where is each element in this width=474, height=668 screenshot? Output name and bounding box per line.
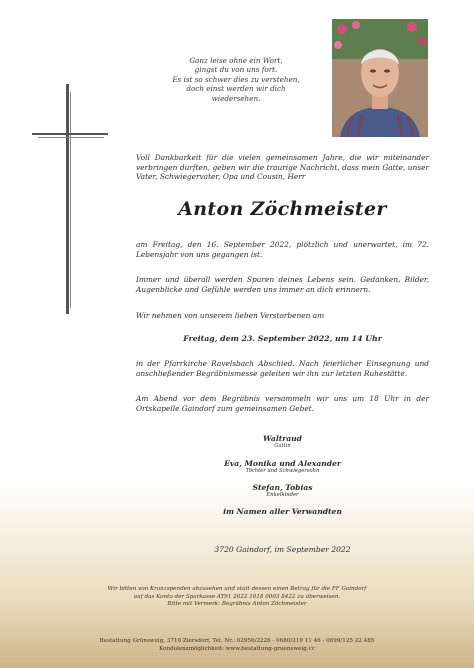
church-text: in der Pfarrkirche Ravelsbach Abschied. Nach feierlicher Einsegnung und anschließender Begräbnismesse geleiten wir ihn zur letzten Ruhestätte.	[136, 359, 429, 378]
intro-text: Voll Dankbarkeit für die vielen gemeinsamen Jahre, die wir miteinander verbringen durften, geben wir die traurige Nachricht, dass mein Gatte, unser Vater, Schwiegervater, Opa und Cousin, Herr	[136, 153, 429, 182]
donation-note	[0, 586, 474, 609]
deceased-name: Anton Zöchmeister	[178, 198, 387, 220]
mourner-role: Enkelkinder	[266, 492, 299, 498]
poem-line: gingst du von uns fort.	[194, 65, 278, 75]
place-date: 3720 Gaindorf, im September 2022	[214, 545, 351, 554]
farewell-date: Freitag, dem 23. September 2022, um 14 Uhr	[183, 334, 382, 343]
cross-horizontal-line	[38, 137, 104, 138]
mourner-name: Stefan, Tobias	[252, 483, 313, 492]
prayer-text: Am Abend vor dem Begräbnis versammeln wir uns um 18 Uhr in der Ortskapelle Gaindorf zum gemeinsamen Gebet.	[136, 394, 429, 413]
poem-line: Ganz leise ohne ein Wort,	[189, 56, 283, 65]
donation-line: auf das Konto der Sparkasse AT91 2022 1018 0003 8422 zu überweisen.	[133, 593, 341, 600]
cross-vertical-bar	[66, 84, 69, 314]
death-announcement: am Freitag, den 16. September 2022, plötzlich und unerwartet, im 72. Lebensjahr von uns gegangen ist.	[136, 240, 429, 259]
cross-vertical-line	[70, 92, 71, 308]
undertaker-footer	[0, 638, 474, 653]
cross-horizontal-bar	[32, 133, 108, 135]
poem-line: Es ist so schwer dies zu verstehen,	[172, 74, 300, 84]
undertaker-line: Bestattung Grünsweig, 3710 Ziersdorf, Tel. Nr.: 02956/2226 - 0680/219 11 46 - 0699/125 22 485	[99, 638, 375, 644]
poem-line: wiedersehen.	[211, 93, 261, 103]
farewell-intro: Wir nehmen von unserem lieben Verstorbenen am	[136, 311, 325, 320]
mourner-name: Eva, Monika und Alexander	[224, 459, 341, 468]
donation-line: Wir bitten von Kranzspenden abzusehen und statt dessen einen Betrag für die FF Gaindorf	[107, 586, 367, 592]
mourner-entry	[136, 459, 429, 475]
donation-line: Bitte mit Vermerk: Begräbnis Anton Zöchmeister	[167, 601, 307, 608]
mourner-role: Töchter und Schwiegersohn	[245, 468, 320, 474]
poem-line: doch einst werden wir dich	[186, 84, 286, 94]
mourner-role: Gattin	[274, 443, 291, 449]
mourner-entry	[136, 434, 429, 450]
mourner-entry	[136, 483, 429, 499]
relatives-line: im Namen aller Verwandten	[223, 507, 342, 516]
memory-text: Immer und überall werden Spuren deines Lebens sein. Gedanken, Bilder, Augenblicke und Gefühle werden uns immer an dich erinnern.	[136, 275, 429, 294]
undertaker-line: Kondolenzmöglichkeit: www.bestattung-gruensweig.cc	[159, 645, 315, 652]
mourner-name: Waltraud	[263, 434, 302, 443]
poem	[170, 56, 302, 103]
deceased-photo	[332, 19, 428, 137]
